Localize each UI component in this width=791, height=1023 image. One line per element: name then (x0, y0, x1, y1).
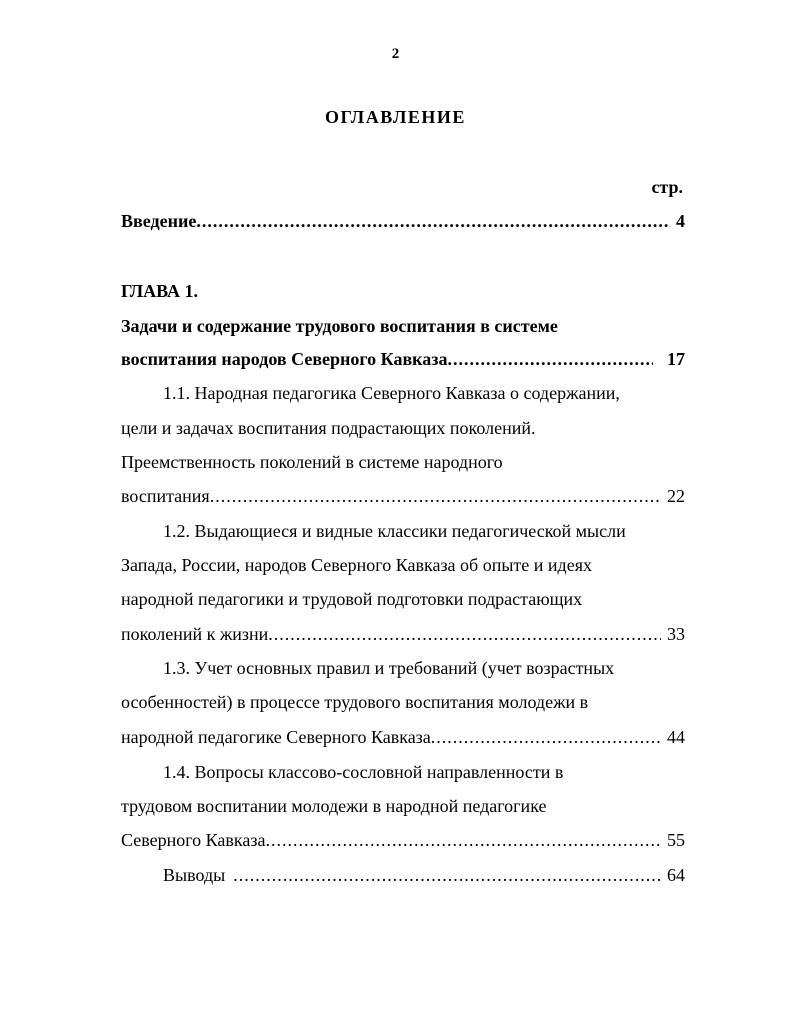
section-text: Учет основных правил и требований (учет возрастных (194, 658, 615, 678)
toc-entry-1-4 (121, 828, 685, 852)
entry-title: поколений к жизни (121, 624, 269, 644)
entry-page: 4 (676, 211, 685, 231)
leader-dots (225, 863, 661, 887)
entry-title: воспитания (121, 486, 210, 506)
section-1-2-line: Запада, России, народов Северного Кавказа об опыте и идеях (121, 555, 592, 575)
toc-heading: ОГЛАВЛЕНИЕ (325, 107, 466, 127)
section-1-1-line: Преемственность поколений в системе народного (121, 452, 503, 472)
section-text: Вопросы классово-сословной направленности в (194, 762, 564, 782)
section-1-4-line (163, 760, 563, 784)
section-number: 1.4. (163, 762, 190, 782)
toc-entry-1-1 (121, 484, 685, 508)
entry-page: 55 (667, 830, 685, 850)
section-1-4-line: трудовом воспитании молодежи в народной педагогике (121, 796, 547, 816)
page-column-label: стр. (651, 177, 683, 197)
section-number: 1.3. (163, 658, 190, 678)
section-1-2-line: народной педагогики и трудовой подготовки подрастающих (121, 589, 583, 609)
entry-title: Введение (121, 211, 197, 231)
entry-page: 44 (667, 727, 685, 747)
chapter-label: ГЛАВА 1. (121, 281, 199, 301)
section-1-1-line (163, 381, 620, 405)
entry-title: Выводы (163, 865, 226, 885)
toc-entry-1-3 (121, 725, 685, 749)
leader-dots (268, 622, 661, 646)
leader-dots (431, 725, 661, 749)
entry-page: 64 (667, 865, 685, 885)
section-text: Народная педагогика Северного Кавказа о содержании, (194, 383, 620, 403)
section-1-3-line (163, 656, 614, 680)
entry-page: 22 (667, 486, 685, 506)
section-1-3-line: особенностей) в процессе трудового воспитания молодежи в (121, 692, 589, 712)
entry-title: воспитания народов Северного Кавказа (121, 349, 448, 369)
section-number: 1.1. (163, 383, 190, 403)
toc-entry-1-2 (121, 622, 685, 646)
toc-entry-chapter-1 (121, 347, 685, 371)
leader-dots (265, 828, 661, 852)
leader-dots (448, 347, 653, 371)
chapter-title-line: Задачи и содержание трудового воспитания в системе (121, 316, 558, 336)
entry-title: народной педагогике Северного Кавказа (121, 727, 431, 747)
section-text: Выдающиеся и видные классики педагогической мысли (194, 521, 626, 541)
entry-title: Северного Кавказа (121, 830, 266, 850)
leader-dots (210, 484, 661, 508)
leader-dots (196, 209, 670, 233)
section-number: 1.2. (163, 521, 190, 541)
page-number: 2 (391, 46, 400, 62)
toc-entry-intro (121, 209, 685, 233)
section-1-1-line: цели и задачах воспитания подрастающих поколений. (121, 418, 536, 438)
toc-entry-conclusions (163, 863, 685, 887)
entry-page: 17 (667, 349, 685, 369)
section-1-2-line (163, 519, 626, 543)
entry-page: 33 (667, 624, 685, 644)
